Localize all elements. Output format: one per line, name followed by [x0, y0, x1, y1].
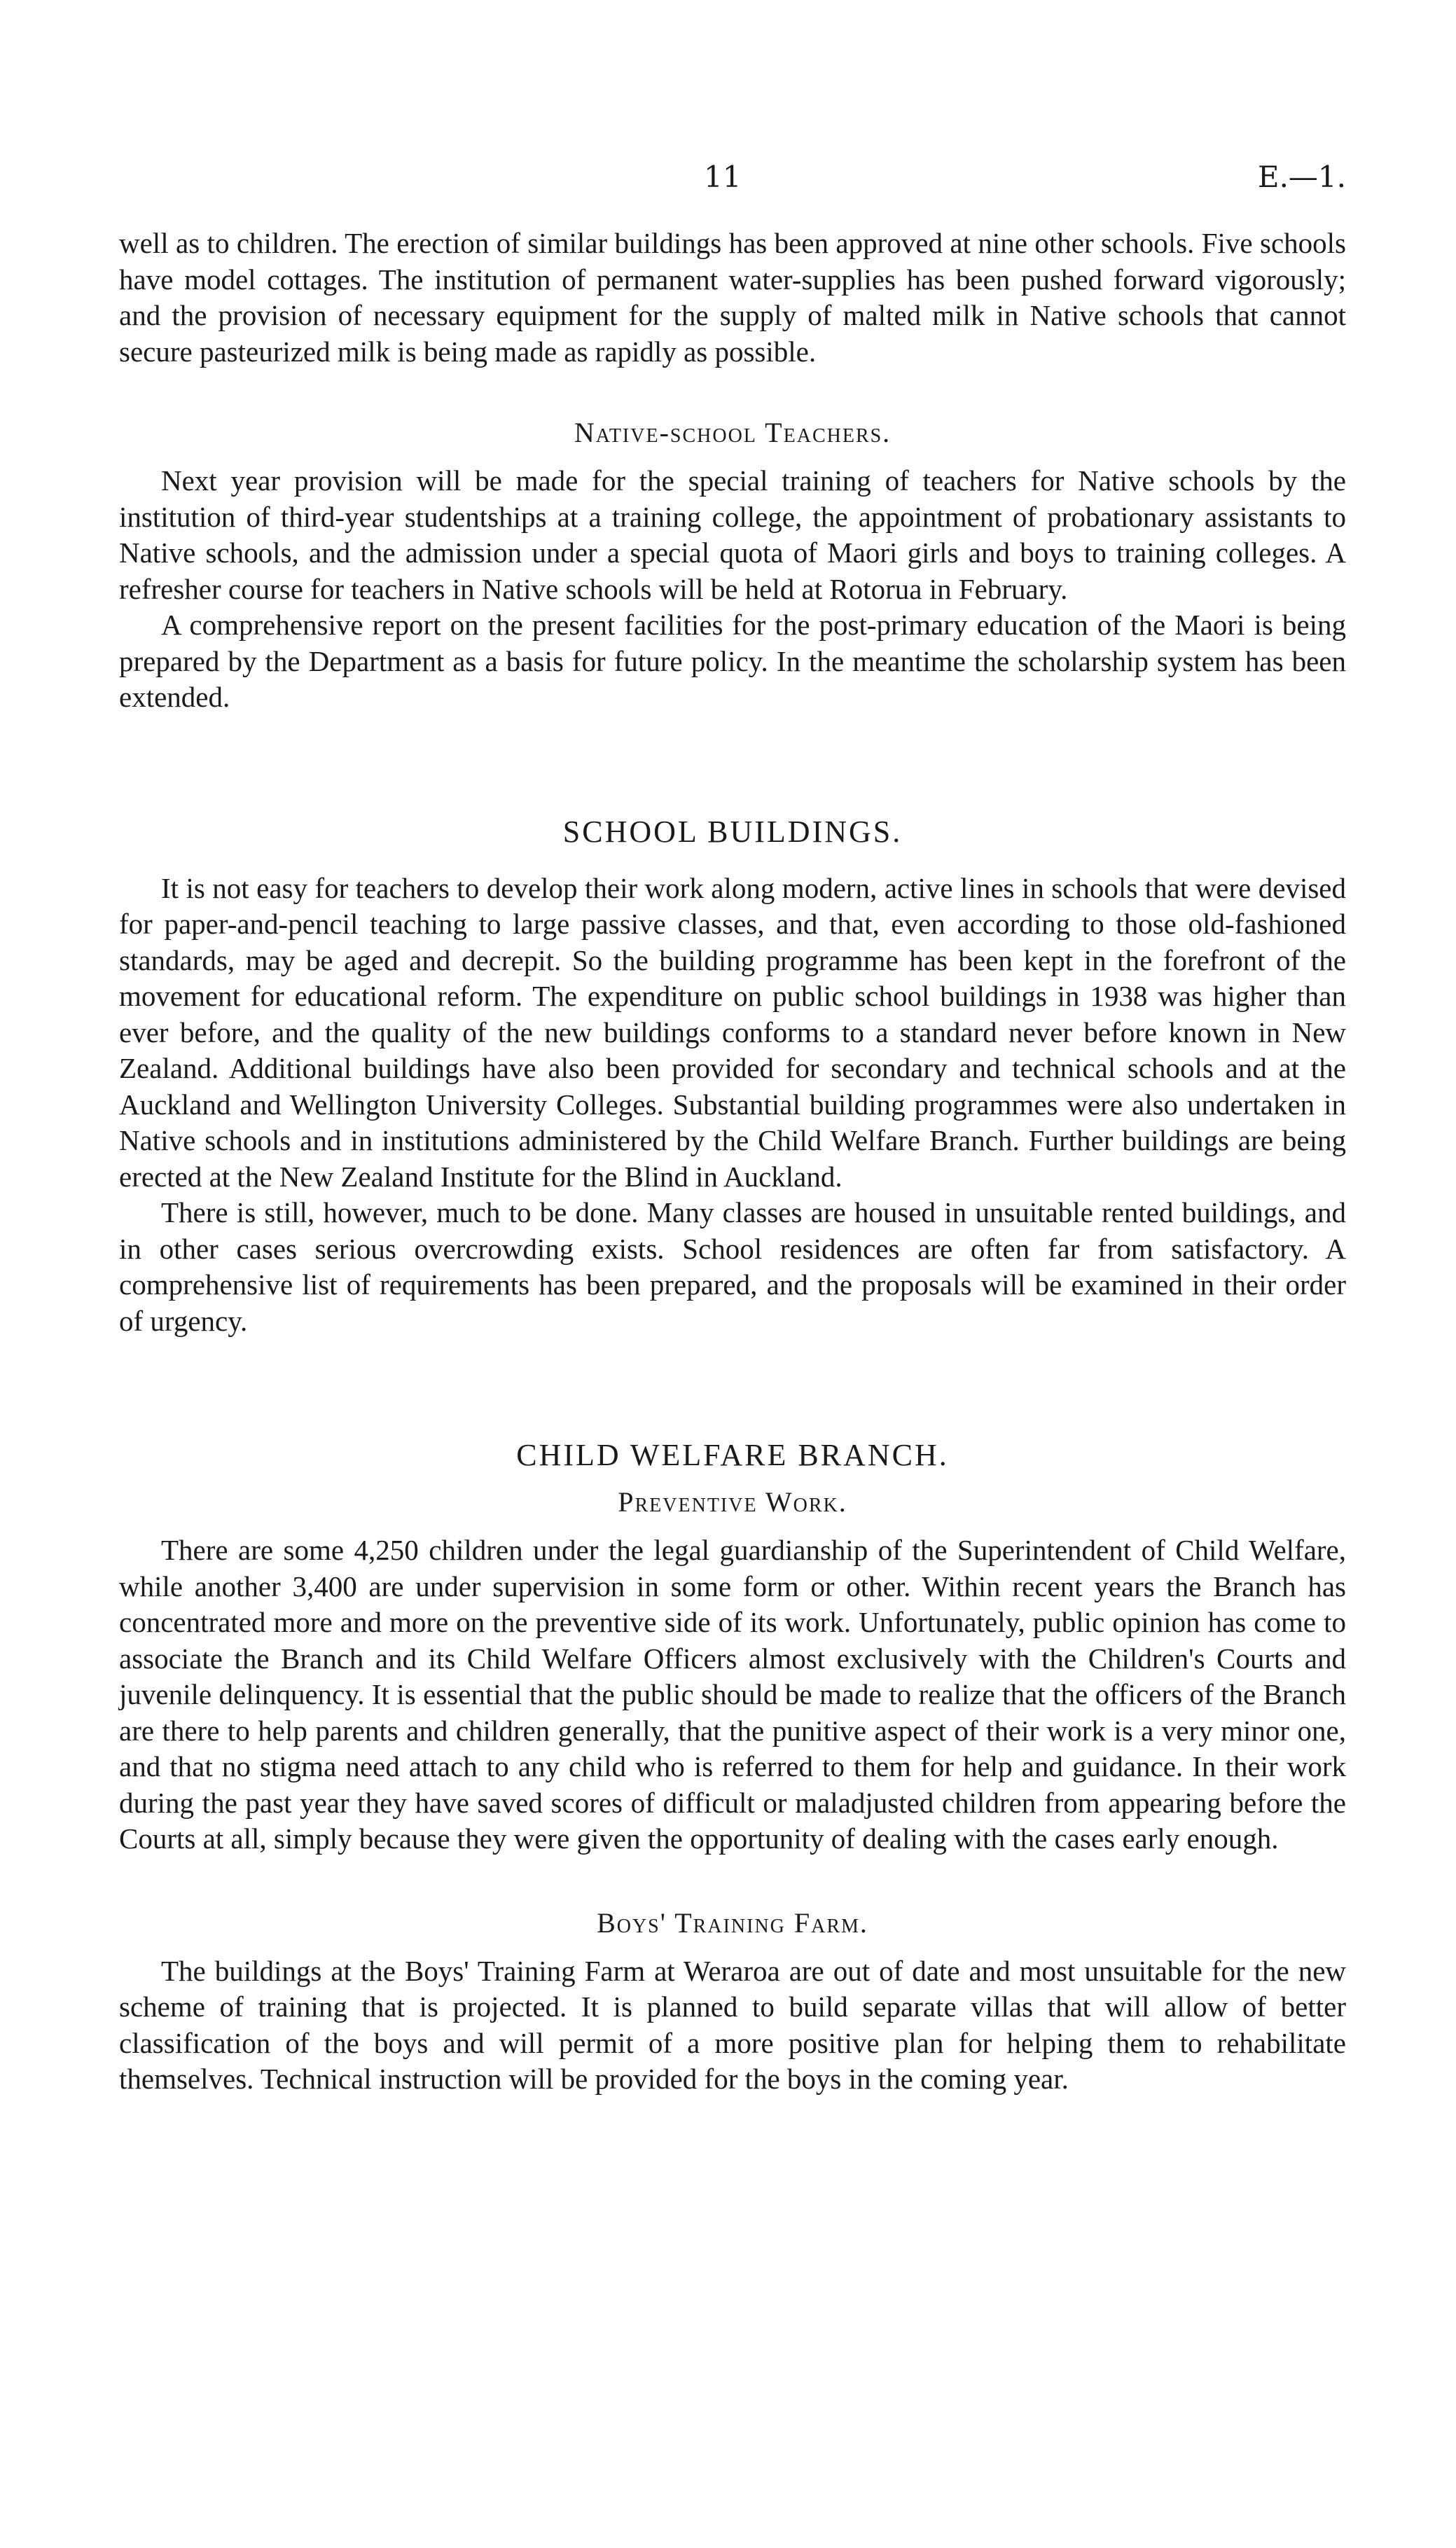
- school-buildings-heading: SCHOOL BUILDINGS.: [562, 814, 903, 849]
- page-body: [119, 226, 1346, 2098]
- boys-training-farm-heading: Boys' Training Farm.: [597, 1906, 868, 1939]
- report-reference: E.—1.: [1257, 160, 1346, 194]
- paragraph-maori-report: A comprehensive report on the present facilities for the post-primary education of the Maori is being prepared by the Department as a basis for future policy. In the meantime the scholarship system has been extended.: [119, 609, 1346, 713]
- native-school-teachers-heading: Native-school Teachers.: [574, 417, 892, 448]
- page-header: [0, 160, 1456, 202]
- paragraph-much-to-be-done: There is still, however, much to be done. Many classes are housed in unsuitable rented buildings, and in other cases serious overcrowding exists. School residences are often far from satisfactory. A comprehensive list of requirements has been prepared, and the proposals will be examined in their order of urgency.: [119, 1196, 1346, 1337]
- paragraph-continued: well as to children. The erection of similar buildings has been approved at nine other schools. Five schools have model cottages. The institution of permanent water-supplies has been pushed forward vigorously; and the provision of necessary equipment for the supply of malted milk in Native schools that cannot secure pasteurized milk is being made as rapidly as possible.: [119, 227, 1346, 368]
- child-welfare-branch-heading: CHILD WELFARE BRANCH.: [516, 1438, 949, 1472]
- paragraph-training-farm: The buildings at the Boys' Training Farm at Weraroa are out of date and most unsuitable for the new scheme of training that is projected. It is planned to build separate villas that will allow of better classification of the boys and will permit of a more positive plan for helping them to rehabilitate themselves. Technical instruction will be provided for the boys in the coming year.: [119, 1954, 1346, 2095]
- paragraph-preventive-work: There are some 4,250 children under the legal guardianship of the Superintendent of Child Welfare, while another 3,400 are under supervision in some form or other. Within recent years the Branch has concentrated more and more on the preventive side of its work. Unfortunately, public opinion has come to associate the Branch and its Child Welfare Officers almost exclusively with the Children's Courts and juvenile delinquency. It is essential that the public should be made to realize that the officers of the Branch are there to help parents and children generally, that the punitive aspect of their work is a very minor one, and that no stigma need attach to any child who is referred to them for help and guidance. In their work during the past year they have saved scores of difficult or maladjusted children from appearing before the Courts at all, simply because they were given the opportunity of dealing with the cases early enough.: [119, 1534, 1346, 1855]
- preventive-work-heading: Preventive Work.: [618, 1486, 847, 1518]
- paragraph-teacher-training: Next year provision will be made for the special training of teachers for Native schools by the institution of third-year studentships at a training college, the appointment of probationary assistants to Native schools, and the admission under a special quota of Maori girls and boys to training colleges. A refresher course for teachers in Native schools will be held at Rotorua in February.: [119, 464, 1346, 605]
- paragraph-building-programme: It is not easy for teachers to develop their work along modern, active lines in schools that were devised for paper-and-pencil teaching to large passive classes, and that, even according to those old-fashioned standards, may be aged and decrepit. So the building programme has been kept in the forefront of the movement for educational reform. The expenditure on public school buildings in 1938 was higher than ever before, and the quality of the new buildings conforms to a standard never before known in New Zealand. Additional buildings have also been provided for secondary and technical schools and at the Auckland and Wellington University Colleges. Substantial building programmes were also undertaken in Native schools and in institutions administered by the Child Welfare Branch. Further buildings are being erected at the New Zealand Institute for the Blind in Auckland.: [119, 871, 1346, 1193]
- page-number: 11: [704, 160, 742, 194]
